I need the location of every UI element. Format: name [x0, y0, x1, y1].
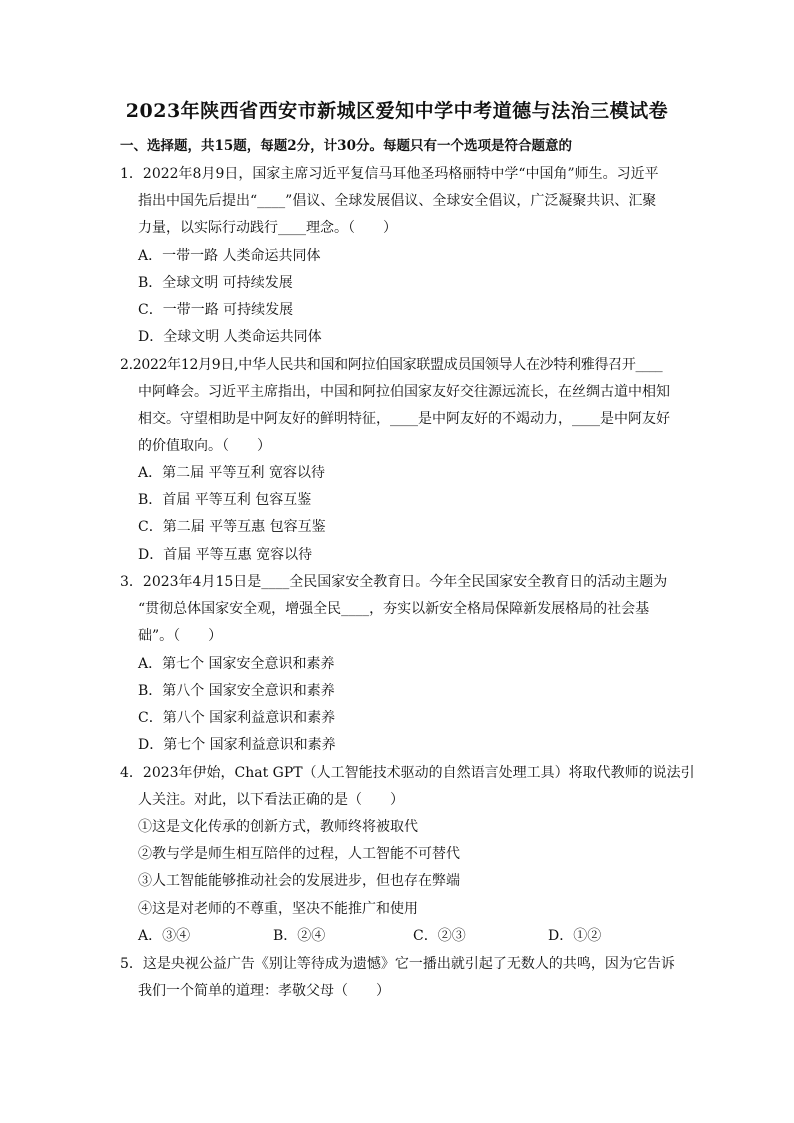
question-3-option-b[interactable]: B．第八个 国家安全意识和素养 [138, 683, 335, 699]
question-1-option-b[interactable]: B．全球文明 可持续发展 [138, 275, 293, 291]
question-1-option-c[interactable]: C．一带一路 可持续发展 [138, 302, 294, 318]
question-1-line-2: 指出中国先后提出“____”倡议、全球发展倡议、全球安全倡议，广泛凝聚共识、汇聚 [138, 193, 657, 209]
question-4-item-1: ①这是文化传承的创新方式，教师终将被取代 [138, 819, 418, 835]
question-2-line-4: 的价值取向。（ ） [138, 438, 271, 454]
question-3-option-c[interactable]: C．第八个 国家利益意识和素养 [138, 710, 336, 726]
question-2-line-1: 2.2022年12月9日,中华人民共和国和阿拉伯国家联盟成员国领导人在沙特利雅得召开____ [120, 357, 663, 373]
question-1-option-a[interactable]: A．一带一路 人类命运共同体 [138, 248, 321, 264]
question-2-line-2: 中阿峰会。习近平主席指出，中国和阿拉伯国家友好交往源远流长，在丝绸古道中相知 [138, 384, 670, 400]
question-4-item-3: ③人工智能能够推动社会的发展进步，但也存在弊端 [138, 873, 460, 889]
question-4-item-4: ④这是对老师的不尊重，坚决不能推广和使用 [138, 901, 418, 917]
question-4-option-a[interactable]: A．③④ [138, 928, 191, 944]
question-2-option-a[interactable]: A．第二届 平等互利 宽容以待 [138, 465, 326, 481]
question-4-item-2: ②教与学是师生相互陪伴的过程，人工智能不可替代 [138, 846, 460, 862]
question-4-option-c[interactable]: C．②③ [413, 928, 466, 944]
question-4-line-1: 4．2023年伊始，Chat GPT（人工智能技术驱动的自然语言处理工具）将取代教师的说法引 [120, 765, 695, 781]
question-2-option-b[interactable]: B．首届 平等互利 包容互鉴 [138, 492, 312, 508]
question-2-option-c[interactable]: C．第二届 平等互惠 包容互鉴 [138, 519, 326, 535]
page-title: 2023年陕西省西安市新城区爱知中学中考道德与法治三模试卷 [125, 100, 669, 122]
question-3-line-1: 3．2023年4月15日是____全民国家安全教育日。今年全民国家安全教育日的活动主题为 [120, 574, 668, 590]
question-4-option-d[interactable]: D．①② [548, 928, 602, 944]
question-5-line-1: 5．这是央视公益广告《别让等待成为遗憾》它一播出就引起了无数人的共鸣，因为它告诉 [120, 956, 675, 972]
question-3-option-d[interactable]: D．第七个 国家利益意识和素养 [138, 737, 336, 753]
question-1-line-1: 1．2022年8月9日，国家主席习近平复信马耳他圣玛格丽特中学“中国角”师生。习近平 [120, 166, 659, 182]
question-4-option-b[interactable]: B．②④ [273, 928, 326, 944]
question-1-line-3: 力量，以实际行动践行____理念。（ ） [138, 220, 397, 236]
question-3-line-3: 础”。（ ） [138, 628, 223, 644]
question-3-option-a[interactable]: A．第七个 国家安全意识和素养 [138, 656, 335, 672]
question-3-line-2: “贯彻总体国家安全观，增强全民____，夯实以新安全格局保障新发展格局的社会基 [138, 601, 650, 617]
question-2-line-3: 相交。守望相助是中阿友好的鲜明特征，____是中阿友好的不竭动力，____是中阿友好 [138, 411, 670, 427]
section-heading: 一、选择题，共15题，每题2分，计30分。每题只有一个选项是符合题意的 [120, 138, 572, 154]
question-4-line-2: 人关注。对此，以下看法正确的是（ ） [138, 792, 404, 808]
question-2-option-d[interactable]: D．首届 平等互惠 宽容以待 [138, 547, 313, 563]
question-1-option-d[interactable]: D．全球文明 人类命运共同体 [138, 329, 322, 345]
question-5-line-2: 我们一个简单的道理：孝敬父母（ ） [138, 983, 390, 999]
